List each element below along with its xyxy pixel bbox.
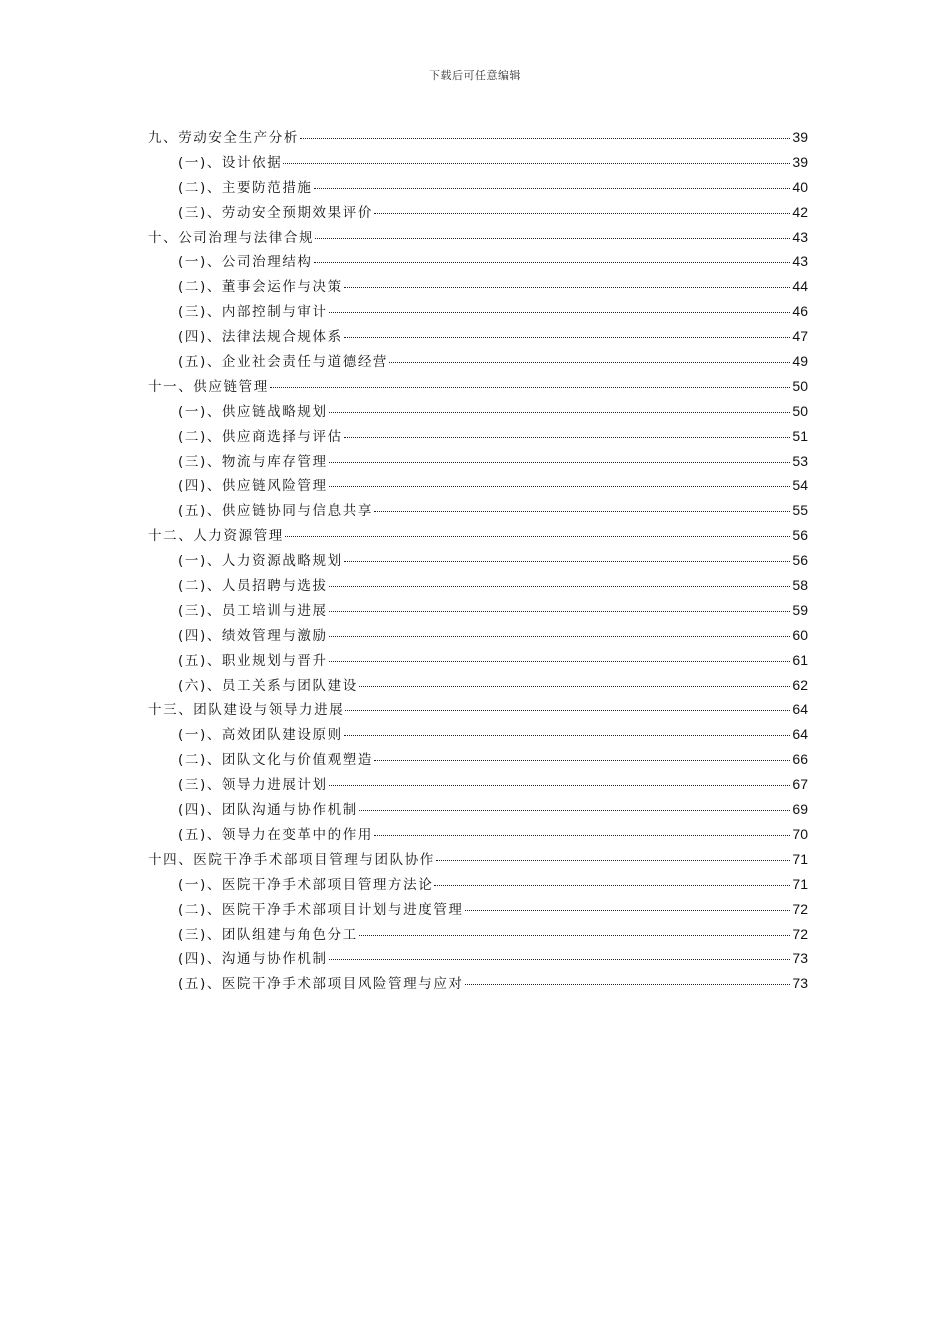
toc-page-number: 47 xyxy=(792,328,808,345)
toc-page-number: 71 xyxy=(792,875,808,892)
toc-page-number: 56 xyxy=(792,552,808,569)
toc-page-number: 53 xyxy=(792,452,808,469)
table-of-contents xyxy=(148,126,808,997)
toc-dot-leader xyxy=(315,238,790,239)
toc-dot-leader xyxy=(344,561,791,562)
toc-page-number: 39 xyxy=(792,129,808,145)
toc-section-entry[interactable] xyxy=(148,624,808,649)
toc-dot-leader xyxy=(329,959,791,960)
toc-page-number: 72 xyxy=(792,900,808,917)
toc-dot-leader xyxy=(389,362,790,363)
toc-dot-leader xyxy=(374,760,790,761)
toc-entry-title: (三)、物流与库存管理 xyxy=(178,453,328,470)
toc-page-number: 70 xyxy=(792,825,808,842)
toc-section-entry[interactable] xyxy=(148,499,808,524)
toc-entry-title: 十一、供应链管理 xyxy=(148,378,269,395)
toc-page-number: 60 xyxy=(792,626,808,643)
toc-section-entry[interactable] xyxy=(148,350,808,375)
toc-section-entry[interactable] xyxy=(148,674,808,699)
toc-entry-title: (三)、员工培训与进展 xyxy=(178,602,328,619)
toc-section-entry[interactable] xyxy=(148,923,808,948)
toc-chapter-entry[interactable] xyxy=(148,126,808,151)
toc-page-number: 71 xyxy=(792,850,808,867)
toc-entry-title: (三)、内部控制与审计 xyxy=(178,304,328,321)
toc-page-number: 56 xyxy=(792,527,808,544)
toc-dot-leader xyxy=(329,636,791,637)
toc-chapter-entry[interactable] xyxy=(148,524,808,549)
toc-section-entry[interactable] xyxy=(148,325,808,350)
toc-page-number: 67 xyxy=(792,776,808,793)
toc-entry-title: (四)、供应链风险管理 xyxy=(178,478,328,495)
toc-entry-title: (四)、法律法规合规体系 xyxy=(178,329,343,346)
toc-dot-leader xyxy=(329,785,791,786)
toc-dot-leader xyxy=(436,860,791,861)
toc-entry-title: (二)、团队文化与价值观塑造 xyxy=(178,752,373,769)
toc-dot-leader xyxy=(344,337,791,338)
toc-entry-title: (五)、领导力在变革中的作用 xyxy=(178,826,373,843)
toc-entry-title: (四)、团队沟通与协作机制 xyxy=(178,802,358,819)
toc-entry-title: (一)、设计依据 xyxy=(178,154,283,171)
toc-dot-leader xyxy=(344,735,791,736)
toc-entry-title: (一)、人力资源战略规划 xyxy=(178,553,343,570)
toc-page-number: 43 xyxy=(792,253,808,270)
toc-dot-leader xyxy=(314,188,791,189)
toc-page-number: 54 xyxy=(792,477,808,494)
toc-entry-title: (一)、公司治理结构 xyxy=(178,254,313,271)
toc-section-entry[interactable] xyxy=(148,599,808,624)
toc-entry-title: (五)、职业规划与晋升 xyxy=(178,652,328,669)
toc-entry-title: (二)、医院干净手术部项目计划与进度管理 xyxy=(178,901,464,918)
toc-entry-title: (四)、沟通与协作机制 xyxy=(178,951,328,968)
toc-page-number: 61 xyxy=(792,651,808,668)
toc-dot-leader xyxy=(359,686,791,687)
toc-page-number: 50 xyxy=(792,377,808,394)
toc-dot-leader xyxy=(434,885,790,886)
toc-chapter-entry[interactable] xyxy=(148,698,808,723)
toc-section-entry[interactable] xyxy=(148,549,808,574)
toc-dot-leader xyxy=(285,536,791,537)
toc-dot-leader xyxy=(359,935,791,936)
toc-section-entry[interactable] xyxy=(148,151,808,176)
toc-dot-leader xyxy=(329,661,791,662)
toc-entry-title: (五)、医院干净手术部项目风险管理与应对 xyxy=(178,976,464,993)
toc-section-entry[interactable] xyxy=(148,300,808,325)
toc-entry-title: 十、公司治理与法律合规 xyxy=(148,229,315,246)
toc-page-number: 46 xyxy=(792,303,808,320)
toc-dot-leader xyxy=(374,835,790,836)
toc-section-entry[interactable] xyxy=(148,972,808,997)
toc-dot-leader xyxy=(300,138,790,139)
toc-dot-leader xyxy=(329,312,791,313)
toc-dot-leader xyxy=(283,163,790,164)
toc-page-number: 73 xyxy=(792,975,808,992)
toc-page-number: 66 xyxy=(792,751,808,768)
toc-section-entry[interactable] xyxy=(148,649,808,674)
toc-section-entry[interactable] xyxy=(148,574,808,599)
toc-page-number: 43 xyxy=(792,228,808,245)
toc-page-number: 51 xyxy=(792,427,808,444)
toc-section-entry[interactable] xyxy=(148,450,808,475)
toc-page-number: 55 xyxy=(792,502,808,519)
toc-chapter-entry[interactable] xyxy=(148,226,808,251)
toc-entry-title: (三)、领导力进展计划 xyxy=(178,777,328,794)
toc-section-entry[interactable] xyxy=(148,474,808,499)
toc-dot-leader xyxy=(465,984,791,985)
toc-entry-title: 十三、团队建设与领导力进展 xyxy=(148,702,345,719)
toc-page-number: 40 xyxy=(792,178,808,195)
toc-section-entry[interactable] xyxy=(148,823,808,848)
toc-page-number: 42 xyxy=(792,203,808,220)
toc-entry-title: (二)、供应商选择与评估 xyxy=(178,428,343,445)
toc-section-entry[interactable] xyxy=(148,250,808,275)
toc-section-entry[interactable] xyxy=(148,275,808,300)
toc-entry-title: (一)、高效团队建设原则 xyxy=(178,727,343,744)
toc-page-number: 72 xyxy=(792,925,808,942)
toc-section-entry[interactable] xyxy=(148,201,808,226)
toc-dot-leader xyxy=(344,287,791,288)
toc-dot-leader xyxy=(374,511,790,512)
toc-entry-title: 九、劳动安全生产分析 xyxy=(148,130,299,146)
toc-page-number: 69 xyxy=(792,801,808,818)
toc-chapter-entry[interactable] xyxy=(148,848,808,873)
toc-page-number: 73 xyxy=(792,950,808,967)
toc-page-number: 58 xyxy=(792,577,808,594)
toc-dot-leader xyxy=(345,710,790,711)
toc-page-number: 64 xyxy=(792,701,808,718)
toc-section-entry[interactable] xyxy=(148,898,808,923)
toc-dot-leader xyxy=(359,810,791,811)
toc-page-number: 62 xyxy=(792,676,808,693)
toc-dot-leader xyxy=(329,486,791,487)
page-header: 下载后可任意编辑 xyxy=(429,69,521,82)
toc-dot-leader xyxy=(344,437,791,438)
toc-page-number: 50 xyxy=(792,402,808,419)
toc-section-entry[interactable] xyxy=(148,873,808,898)
toc-section-entry[interactable] xyxy=(148,400,808,425)
toc-section-entry[interactable] xyxy=(148,176,808,201)
toc-page-number: 44 xyxy=(792,278,808,295)
toc-entry-title: (四)、绩效管理与激励 xyxy=(178,627,328,644)
toc-entry-title: 十二、人力资源管理 xyxy=(148,528,284,545)
toc-entry-title: (三)、团队组建与角色分工 xyxy=(178,926,358,943)
toc-section-entry[interactable] xyxy=(148,947,808,972)
toc-entry-title: (六)、员工关系与团队建设 xyxy=(178,677,358,694)
toc-entry-title: (二)、人员招聘与选拔 xyxy=(178,578,328,595)
toc-entry-title: 十四、医院干净手术部项目管理与团队协作 xyxy=(148,851,435,868)
toc-entry-title: (二)、主要防范措施 xyxy=(178,179,313,196)
toc-section-entry[interactable] xyxy=(148,748,808,773)
toc-dot-leader xyxy=(270,387,791,388)
toc-page-number: 59 xyxy=(792,601,808,618)
toc-entry-title: (一)、供应链战略规划 xyxy=(178,403,328,420)
toc-page-number: 49 xyxy=(792,353,808,370)
toc-page-number: 39 xyxy=(792,153,808,170)
toc-section-entry[interactable] xyxy=(148,723,808,748)
toc-section-entry[interactable] xyxy=(148,798,808,823)
toc-dot-leader xyxy=(329,412,791,413)
toc-section-entry[interactable] xyxy=(148,773,808,798)
toc-entry-title: (一)、医院干净手术部项目管理方法论 xyxy=(178,876,434,893)
toc-dot-leader xyxy=(465,910,791,911)
toc-entry-title: (五)、供应链协同与信息共享 xyxy=(178,503,373,520)
toc-section-entry[interactable] xyxy=(148,425,808,450)
toc-entry-title: (五)、企业社会责任与道德经营 xyxy=(178,354,389,371)
toc-dot-leader xyxy=(329,462,791,463)
toc-dot-leader xyxy=(374,213,790,214)
toc-dot-leader xyxy=(314,262,791,263)
toc-entry-title: (二)、董事会运作与决策 xyxy=(178,279,343,296)
toc-dot-leader xyxy=(329,611,791,612)
toc-dot-leader xyxy=(329,586,791,587)
toc-chapter-entry[interactable] xyxy=(148,375,808,400)
toc-page-number: 64 xyxy=(792,726,808,743)
toc-entry-title: (三)、劳动安全预期效果评价 xyxy=(178,204,373,221)
